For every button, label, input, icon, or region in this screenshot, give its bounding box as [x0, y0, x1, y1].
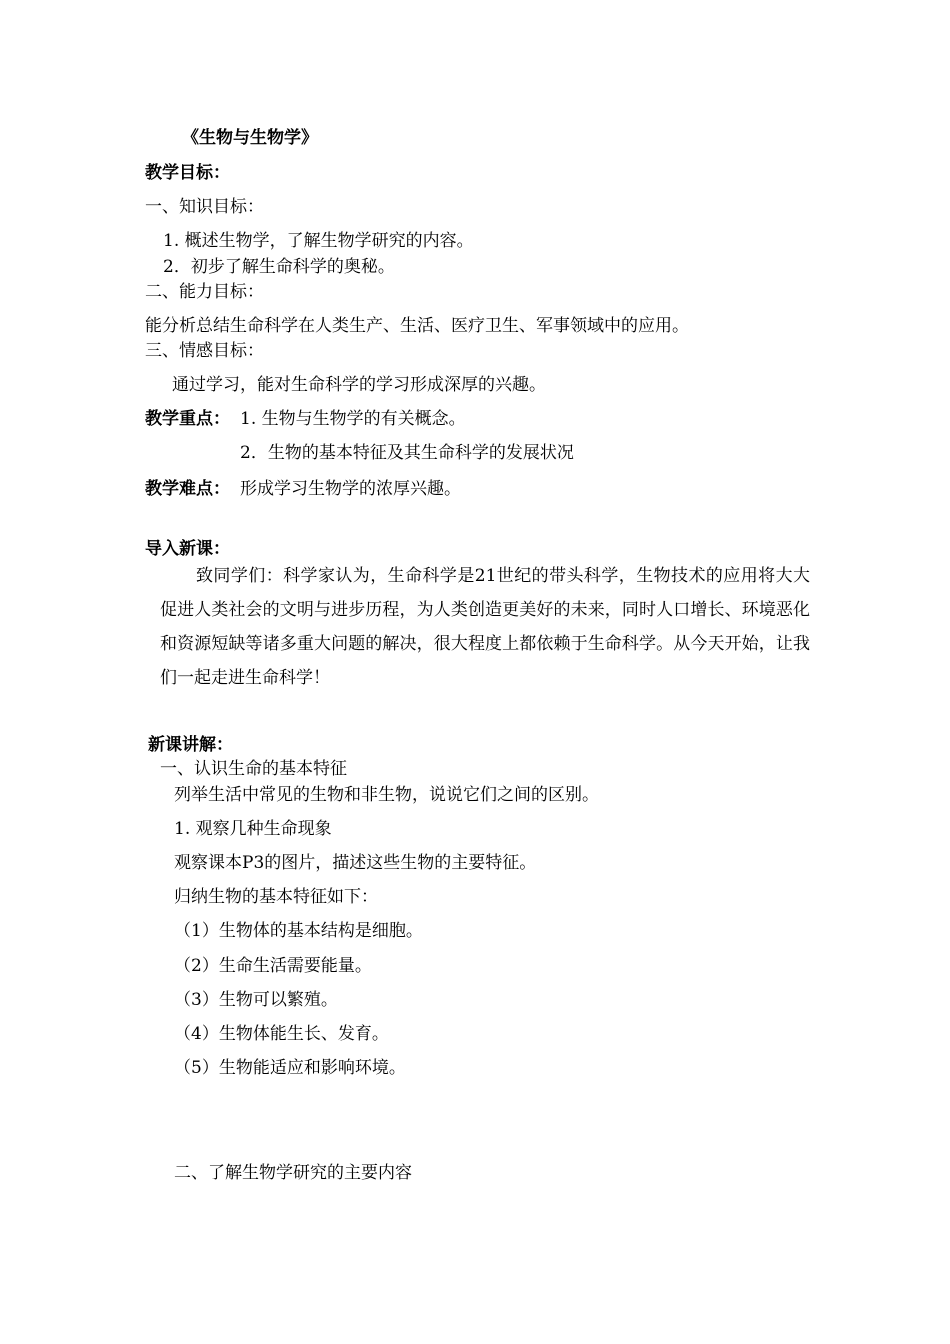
summary-text: 归纳生物的基本特征如下：: [174, 887, 378, 907]
difficulty-label: 教学难点：: [145, 479, 230, 499]
intro-paragraph: 致同学们：科学家认为，生命科学是21世纪的带头科学，生物技术的应用将大大促进人类社会的文明与进步历程，为人类创造更美好的未来，同时人口增长、环境恶化和资源短缺等诸多重大问题的解决，很大程度上都依赖于生命科学。从今天开始，让我们一起走进生命科学！: [160, 566, 810, 688]
key-point-item: 2．生物的基本特征及其生命科学的发展状况: [240, 443, 574, 463]
objectives-heading: 教学目标：: [145, 163, 230, 183]
lecture-heading: 新课讲解：: [148, 735, 233, 755]
feature-item: （5）生物能适应和影响环境。: [174, 1058, 406, 1078]
key-points-label: 教学重点：: [145, 409, 230, 429]
feature-item: （3）生物可以繁殖。: [174, 990, 338, 1010]
knowledge-item: 1. 概述生物学，了解生物学研究的内容。: [163, 231, 474, 251]
subsection1-title: 1. 观察几种生命现象: [174, 819, 332, 839]
knowledge-item: 2．初步了解生命科学的奥秘。: [163, 257, 395, 277]
intro-heading: 导入新课：: [145, 539, 230, 559]
feature-item: （1）生物体的基本结构是细胞。: [174, 921, 423, 941]
observe-text: 观察课本P3的图片，描述这些生物的主要特征。: [174, 853, 537, 873]
section1-title: 一、认识生命的基本特征: [160, 759, 347, 779]
knowledge-objectives-heading: 一、知识目标：: [145, 197, 264, 217]
difficulty-text: 形成学习生物学的浓厚兴趣。: [240, 479, 461, 499]
feature-item: （2）生命生活需要能量。: [174, 956, 372, 976]
emotion-objectives-heading: 三、情感目标：: [145, 341, 264, 361]
ability-objectives-heading: 二、能力目标：: [145, 282, 264, 302]
emotion-objectives-text: 通过学习，能对生命科学的学习形成深厚的兴趣。: [172, 375, 546, 395]
section1-prompt: 列举生活中常见的生物和非生物，说说它们之间的区别。: [174, 785, 599, 805]
feature-item: （4）生物体能生长、发育。: [174, 1024, 389, 1044]
key-point-item: 1. 生物与生物学的有关概念。: [240, 409, 466, 429]
section2-title: 二、了解生物学研究的主要内容: [174, 1163, 412, 1183]
document-title: 《生物与生物学》: [182, 128, 318, 148]
ability-objectives-text: 能分析总结生命科学在人类生产、生活、医疗卫生、军事领域中的应用。: [145, 316, 689, 336]
